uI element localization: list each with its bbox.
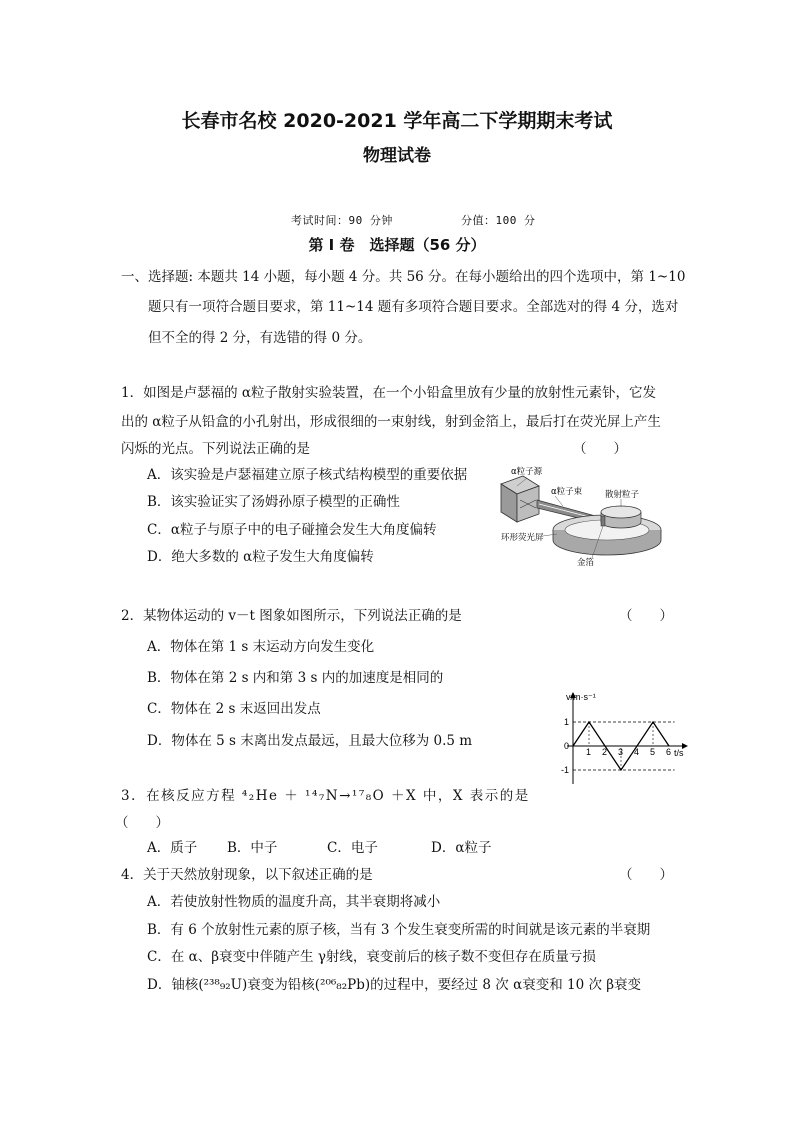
rutherford-apparatus-figure xyxy=(497,462,665,568)
x-axis-label: t/s xyxy=(674,748,684,758)
velocity-time-chart xyxy=(553,690,691,790)
q2-option-a: A．物体在第 1 s 末运动方向发生变化 xyxy=(147,639,375,655)
q4-option-d: D．铀核(²³⁸₉₂U)衰变为铅核(²⁰⁶₈₂Pb)的过程中，要经过 8 次 α衰变和 10 次 β衰变 xyxy=(147,977,642,993)
instruction-line-2: 题只有一项符合题目要求，第 11~14 题有多项符合题目要求。全部选对的得 4 分，选对 xyxy=(148,299,679,315)
label-alpha-beam: α粒子束 xyxy=(551,487,583,497)
instruction-line-1: 一、选择题: 本题共 14 小题，每小题 4 分。共 56 分。在每小题给出的四个选项中，第 1~10 xyxy=(121,269,686,285)
x-tick-label-4: 4 xyxy=(634,747,640,757)
label-alpha-source: α粒子源 xyxy=(511,467,543,477)
q3-option-d: D．α粒子 xyxy=(431,840,492,856)
q3-option-b: B．中子 xyxy=(227,840,278,856)
q4-option-a: A．若使放射性物质的温度升高，其半衰期将减小 xyxy=(147,894,441,910)
q3-option-a: A．质子 xyxy=(147,840,198,856)
exam-subtitle: 物理试卷 xyxy=(363,146,431,166)
q1-answer-bracket: （ ） xyxy=(573,441,627,457)
label-gold-foil: 金箔 xyxy=(577,558,595,568)
x-tick-label-3: 3 xyxy=(618,747,624,757)
q2-option-c: C．物体在 2 s 末返回出发点 xyxy=(147,701,321,717)
q2-answer-bracket: （ ） xyxy=(619,608,673,624)
x-tick-label-6: 6 xyxy=(666,747,672,757)
label-scattered-particles: 散射粒子 xyxy=(605,490,640,500)
x-tick-label-2: 2 xyxy=(602,747,608,757)
q4-stem: 4．关于天然放射现象，以下叙述正确的是 xyxy=(121,867,373,883)
exam-title: 长春市名校 2020-2021 学年高二下学期期末考试 xyxy=(181,110,613,132)
q1-stem-line-1: 1．如图是卢瑟福的 α粒子散射实验装置，在一个小铅盒里放有少量的放射性元素钋，它发 xyxy=(121,385,656,401)
label-ring-screen: 环形荧光屏 xyxy=(501,533,544,543)
y-tick-label--1: -1 xyxy=(561,765,570,775)
q4-option-b: B．有 6 个放射性元素的原子核，当有 3 个发生衰变所需的时间就是该元素的半衰期 xyxy=(147,922,651,938)
q3-stem: 3．在核反应方程 ⁴₂He ＋ ¹⁴₇N→¹⁷₈O ＋X 中，X 表示的是 xyxy=(121,788,530,804)
part1-heading: 第 I 卷 选择题（56 分） xyxy=(308,236,486,254)
q2-stem: 2．某物体运动的 v－t 图象如图所示，下列说法正确的是 xyxy=(121,608,462,624)
q1-option-c: C．α粒子与原子中的电子碰撞会发生大角度偏转 xyxy=(147,522,437,538)
x-tick-label-5: 5 xyxy=(650,747,656,757)
q1-option-d: D．绝大多数的 α粒子发生大角度偏转 xyxy=(147,549,374,565)
q2-option-b: B．物体在第 2 s 内和第 3 s 内的加速度是相同的 xyxy=(147,670,444,686)
instruction-line-3: 但不全的得 2 分，有选错的得 0 分。 xyxy=(148,330,372,346)
q4-option-c: C．在 α、β衰变中伴随产生 γ射线，衰变前后的核子数不变但存在质量亏损 xyxy=(147,949,596,965)
exam-score: 分值：100 分 xyxy=(461,214,536,227)
exam-time: 考试时间：90 分钟 xyxy=(291,214,393,227)
y-tick-label-1: 1 xyxy=(564,717,570,727)
q3-answer-bracket: （ ） xyxy=(115,815,169,831)
x-tick-label-1: 1 xyxy=(586,747,592,757)
y-tick-label-0: 0 xyxy=(564,741,570,751)
q2-option-d: D．物体在 5 s 末离出发点最远，且最大位移为 0.5 m xyxy=(147,733,473,749)
q4-answer-bracket: （ ） xyxy=(619,867,673,883)
q1-option-b: B．该实验证实了汤姆孙原子模型的正确性 xyxy=(147,494,400,510)
q1-stem-line-3: 闪烁的光点。下列说法正确的是 xyxy=(121,441,310,457)
q1-stem-line-2: 出的 α粒子从铅盒的小孔射出，形成很细的一束射线，射到金箔上，最后打在荧光屏上产生 xyxy=(121,414,661,430)
q1-option-a: A．该实验是卢瑟福建立原子核式结构模型的重要依据 xyxy=(147,467,468,483)
y-axis-label: v/m·s⁻¹ xyxy=(566,692,596,702)
q3-option-c: C．电子 xyxy=(327,840,378,856)
